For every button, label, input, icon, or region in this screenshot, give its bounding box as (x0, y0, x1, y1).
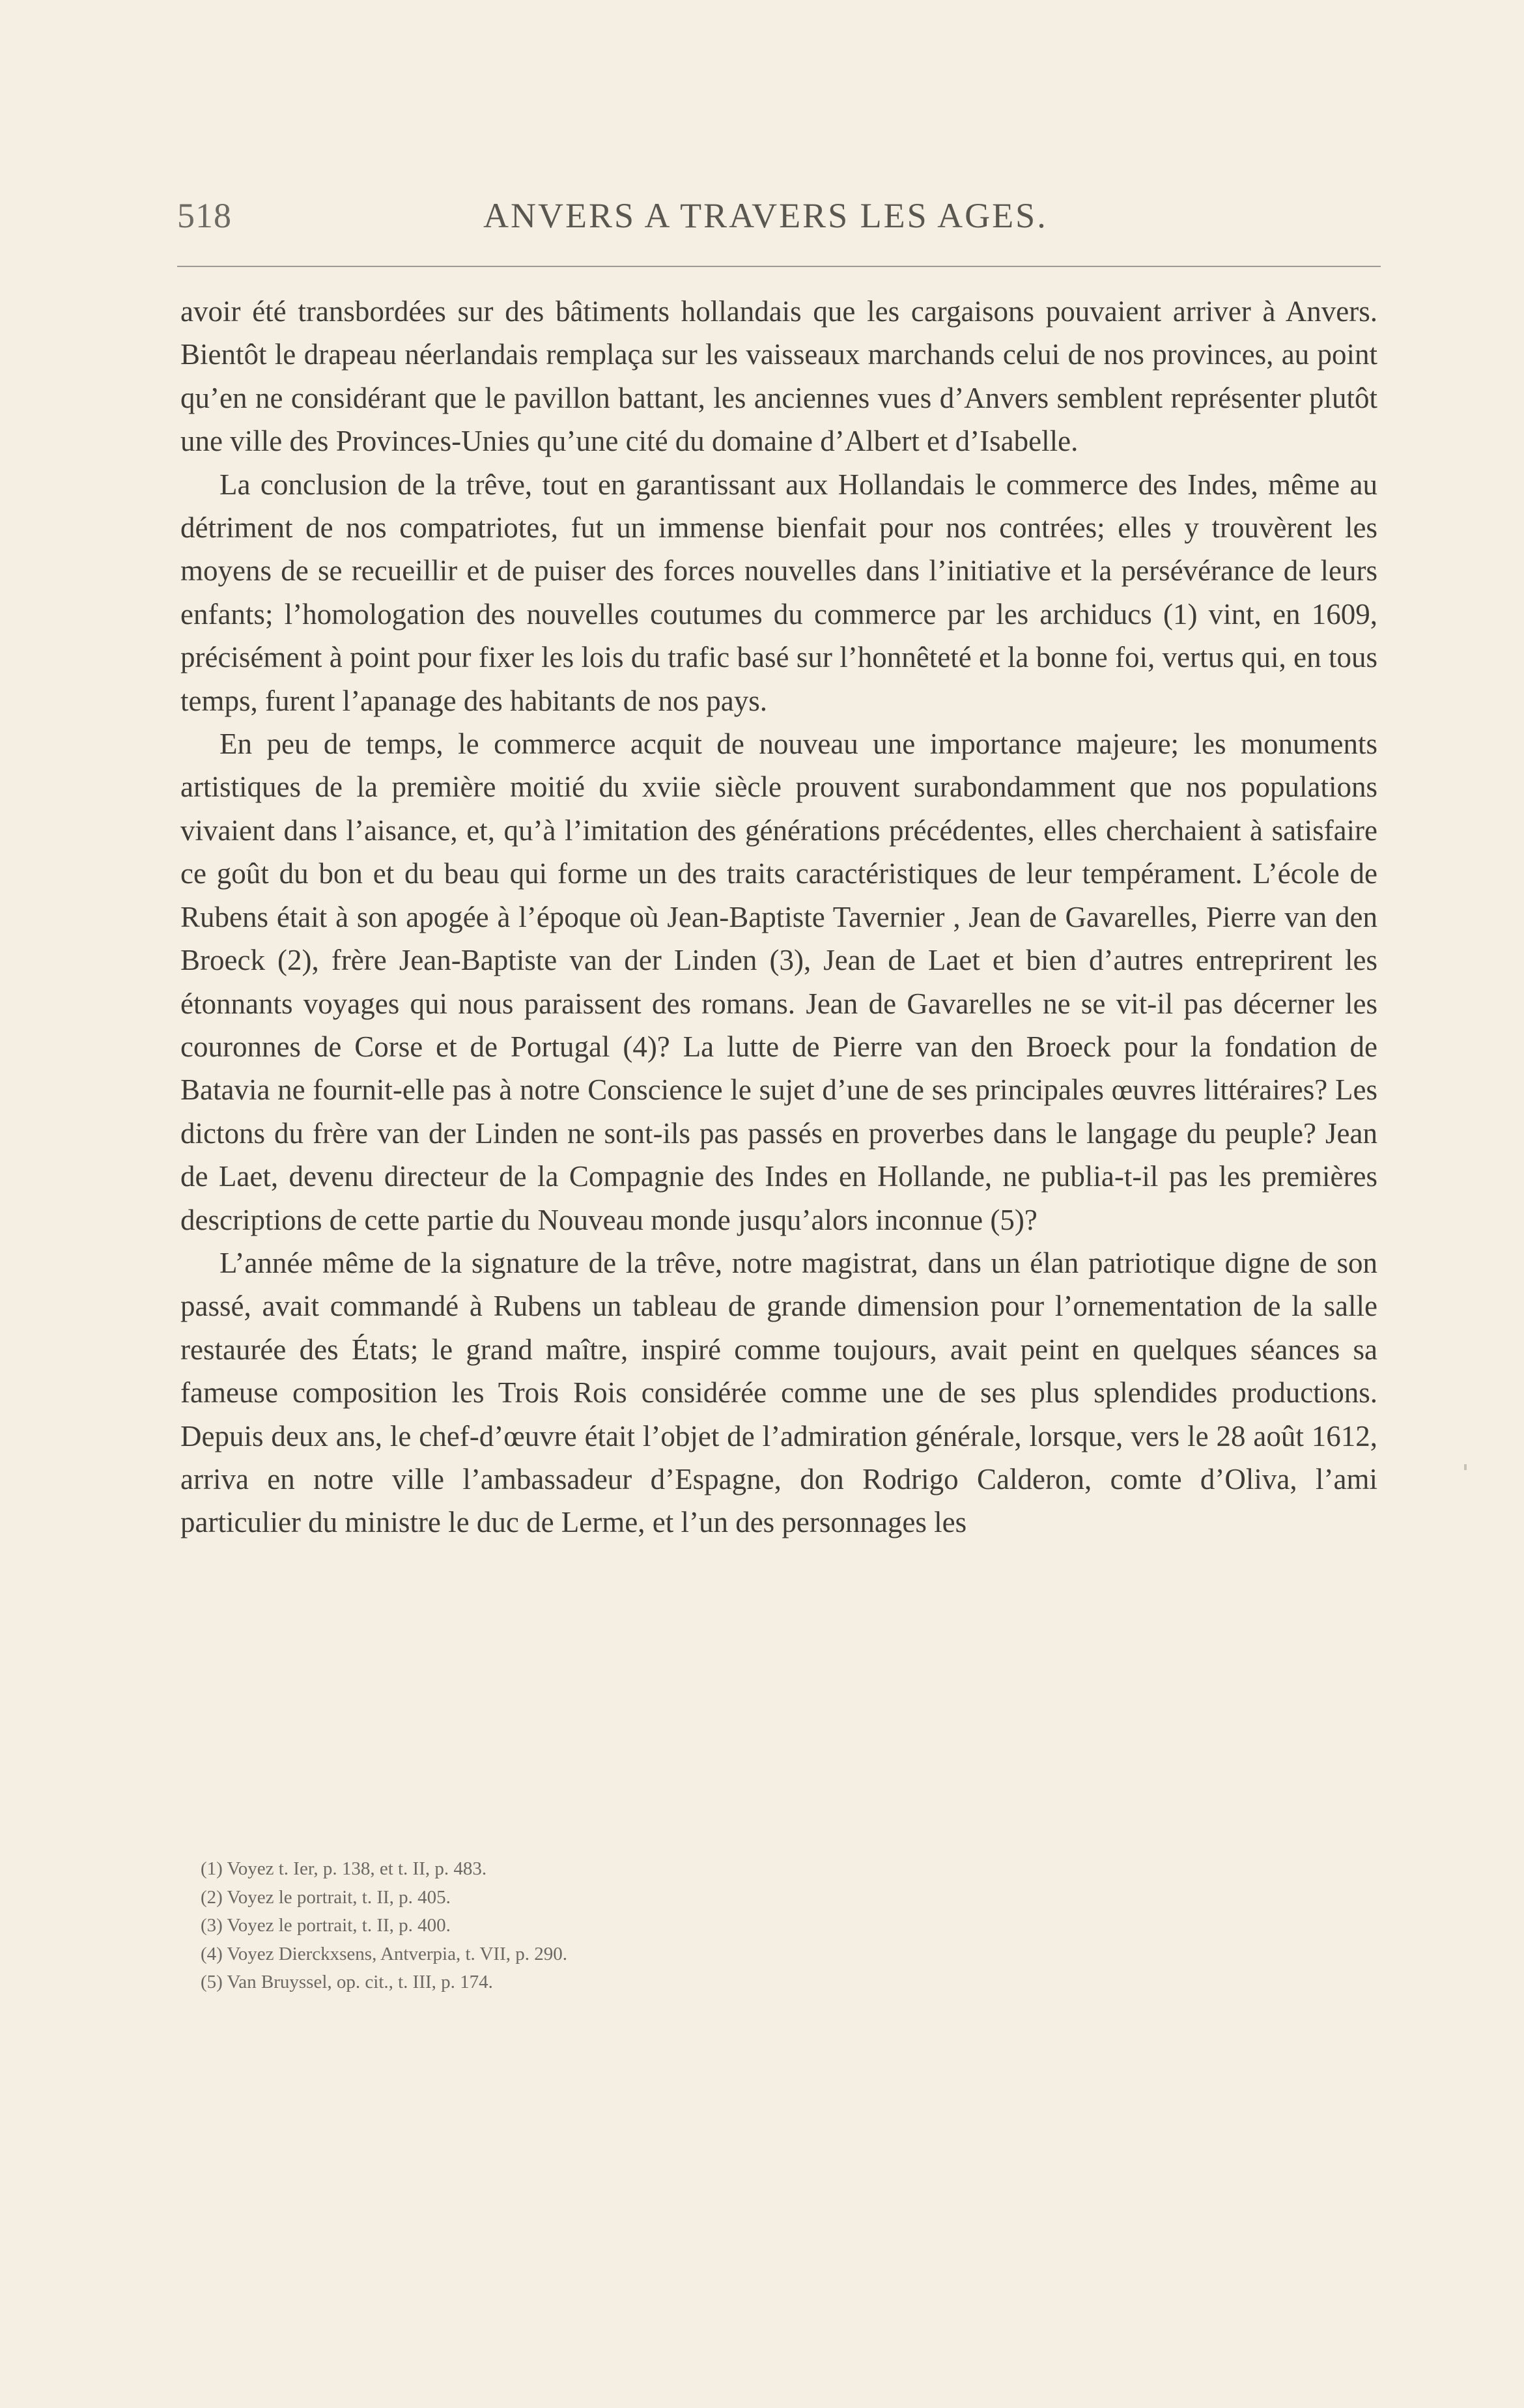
footnote: (3) Voyez le portrait, t. II, p. 400. (201, 1915, 451, 1936)
footnotes (201, 1855, 1178, 1997)
body-text (180, 290, 1377, 1544)
running-title: ANVERS A TRAVERS LES AGES. (483, 196, 1048, 235)
paragraph-continuation: avoir été transbordées sur des bâtiments hollandais que les cargaisons pouvaient arriver à Anvers. Bientôt le drapeau néerlandais remplaça sur les vaisseaux marchands celui de nos provinces, au point qu’en ne considérant que le pavillon battant, les anciennes vues d’Anvers semblent représenter plutôt une ville des Provinces-Unies qu’une cité du domaine d’Albert et d’Isabelle. (180, 295, 1377, 458)
paragraph-truce: La conclusion de la trêve, tout en garantissant aux Hollandais le commerce des Indes, même au détriment de nos compatriotes, fut un immense bienfait pour nos contrées; elles y trouvèrent les moyens de se recueillir et de puiser des forces nouvelles dans l’initiative et la persévérance de leurs enfants; l’homologation des nouvelles coutumes du commerce par les archiducs (1) vint, en 1609, précisément à point pour fixer les lois du trafic basé sur l’honnêteté et la bonne foi, vertus qui, en tous temps, furent l’apanage des habitants de nos pays. (180, 468, 1377, 717)
page-header (177, 195, 1381, 248)
page-number: 518 (177, 196, 232, 235)
paragraph-commerce: En peu de temps, le commerce acquit de nouveau une importance majeure; les monuments artistiques de la première moitié du xviie siècle prouvent surabondamment que nos populations vivaient dans l’aisance, et, qu’à l’imitation des générations précédentes, elles cherchaient à satisfaire ce goût du bon et du beau qui forme un des traits caractéristiques de leur tempérament. L’école de Rubens était à son apogée à l’époque où Jean-Baptiste Tavernier , Jean de Gavarelles, Pierre van den Broeck (2), frère Jean-Baptiste van der Linden (3), Jean de Laet et bien d’autres entreprirent les étonnants voyages qui nous paraissent des romans. Jean de Gavarelles ne se vit-il pas décerner les couronnes de Corse et de Portugal (4)? La lutte de Pierre van den Broeck pour la fondation de Batavia ne fournit-elle pas à notre Conscience le sujet d’une de ses principales œuvres littéraires? Les dictons du frère van der Linden ne sont-ils pas passés en proverbes dans le langage du peuple? Jean de Laet, devenu directeur de la Compagnie des Indes en Hollande, ne publia-t-il pas les premières descriptions de cette partie du Nouveau monde jusqu’alors inconnue (5)? (180, 728, 1377, 1236)
margin-speck (1464, 1464, 1467, 1470)
footnote: (5) Van Bruyssel, op. cit., t. III, p. 174. (201, 1972, 493, 1992)
paragraph-rubens: L’année même de la signature de la trêve, notre magistrat, dans un élan patriotique digne de son passé, avait commandé à Rubens un tableau de grande dimension pour l’ornementation de la salle restaurée des États; le grand maître, inspiré comme toujours, avait peint en quelques séances sa fameuse composition les Trois Rois considérée comme une de ses plus splendides productions. Depuis deux ans, le chef-d’œuvre était l’objet de l’admiration générale, lorsque, vers le 28 août 1612, arriva en notre ville l’ambassadeur d’Espagne, don Rodrigo Calderon, comte d’Oliva, l’ami particulier du ministre le duc de Lerme, et l’un des personnages les (180, 1246, 1377, 1539)
footnote: (2) Voyez le portrait, t. II, p. 405. (201, 1886, 451, 1908)
footnote: (4) Voyez Dierckxsens, Antverpia, t. VII, p. 290. (201, 1943, 567, 1964)
footnote: (1) Voyez t. Ier, p. 138, et t. II, p. 483. (201, 1858, 487, 1879)
header-rule (177, 266, 1381, 267)
